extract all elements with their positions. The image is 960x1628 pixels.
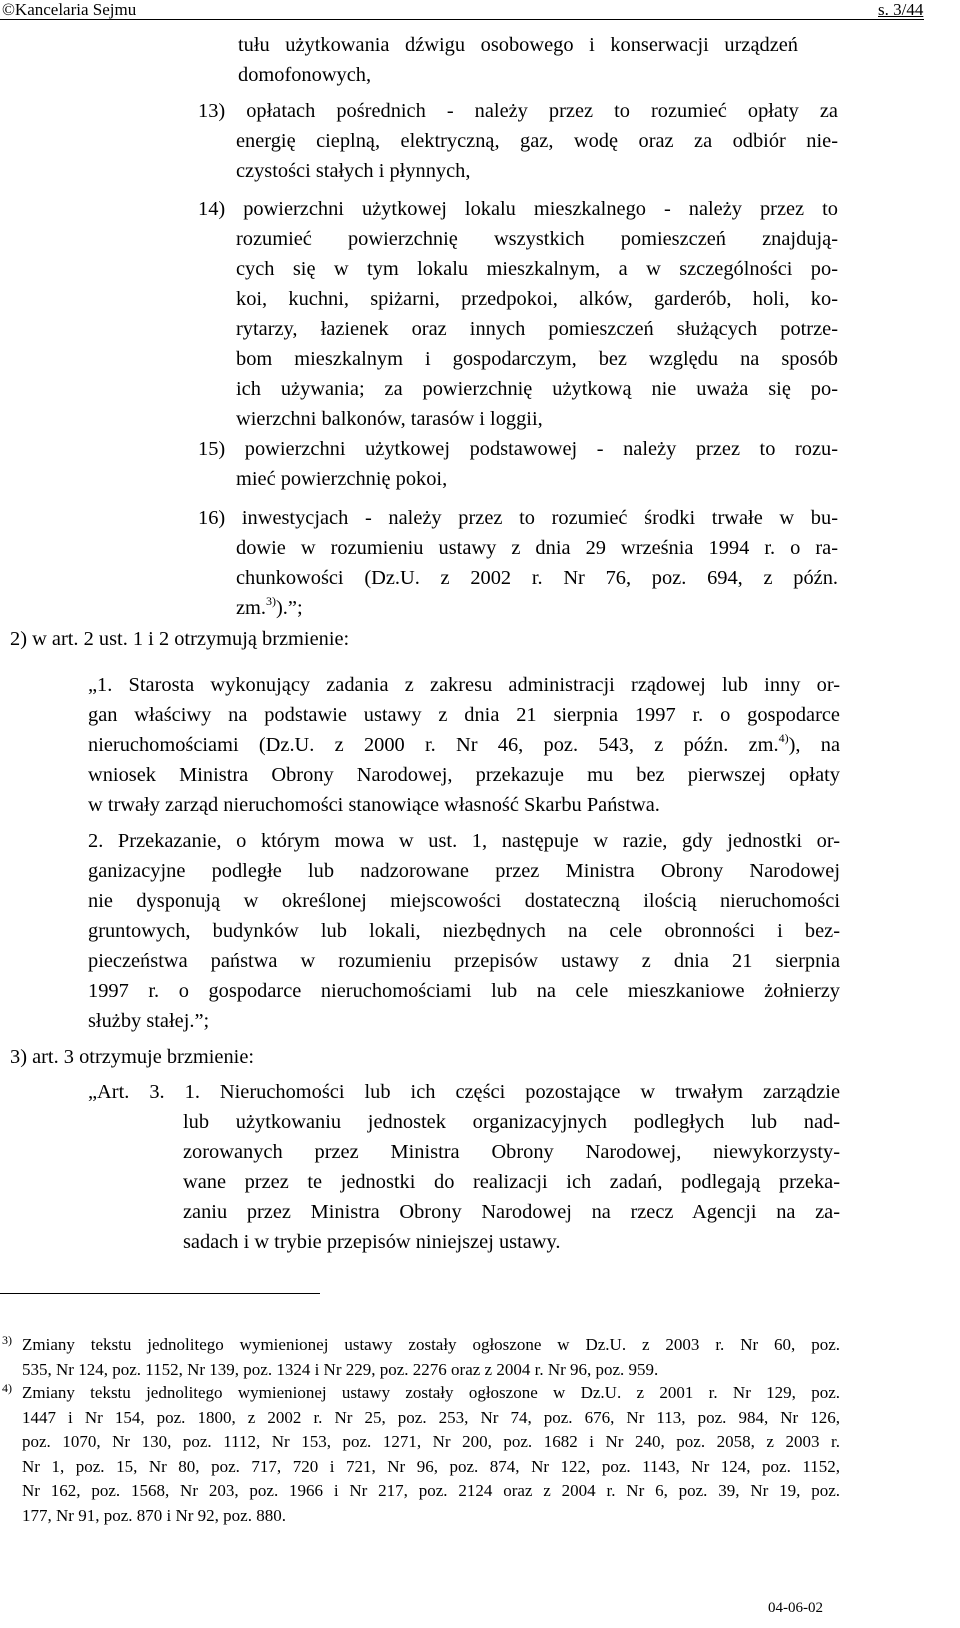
text-line: Nr 1, poz. 15, Nr 80, poz. 717, 720 i 721, Nr 96, poz. 874, Nr 122, poz. 1143, Nr 124, poz. 1152, (22, 1456, 840, 1476)
article-body (88, 1107, 840, 1257)
text-line: koi, kuchni, spiżarni, przedpokoi, alków, garderób, holi, ko- (236, 288, 838, 310)
quoted-article-3 (88, 1077, 840, 1257)
text-line: pieczeństwa państwa w rozumieniu przepisów ustawy z dnia 21 sierpnia (88, 950, 840, 972)
text-line: domofonowych, (238, 64, 372, 86)
definition-item-14 (198, 194, 838, 434)
text-line: powierzchni użytkowej podstawowej - należy przez to rozu- (244, 438, 838, 460)
text-line: nie dysponują w określonej miejscowości dostateczną ilością nieruchomości (88, 890, 840, 912)
footnote-mark: 3) (2, 1333, 12, 1347)
item-number: 15) (198, 438, 226, 460)
definition-item-16 (198, 503, 838, 623)
footer-date: 04-06-02 (768, 1600, 823, 1616)
text-line: lub użytkowaniu jednostek organizacyjnych podległych lub nad- (183, 1111, 840, 1133)
text-fragment: nieruchomościami (Dz.U. z 2000 r. Nr 46, poz. 543, z późn. zm. (88, 734, 779, 756)
text-line: rozumieć powierzchnię wszystkich pomieszczeń znajdują- (236, 228, 838, 250)
text-line: 2) w art. 2 ust. 1 i 2 otrzymują brzmienie: (10, 628, 350, 650)
text-line: wniosek Ministra Obrony Narodowej, przekazuje mu bez pierwszej opłaty (88, 764, 840, 786)
footnote-ref-4[interactable]: 4) (778, 731, 789, 745)
text-line: cych się w tym lokalu mieszkalnym, a w szczególności po- (236, 258, 838, 280)
text-line: zorowanych przez Ministra Obrony Narodowej, niewykorzysty- (183, 1141, 840, 1163)
text-line: 1997 r. o gospodarce nieruchomościami lub na cele mieszkaniowe żołnierzy (88, 980, 840, 1002)
item-number: 16) (198, 507, 226, 529)
item-first-line (198, 96, 838, 126)
definition-item-15 (198, 434, 838, 494)
text-line: poz. 1070, Nr 130, poz. 1112, Nr 153, poz. 1271, Nr 200, poz. 1682 i Nr 240, poz. 2058, z 2003 r. (22, 1432, 840, 1451)
text-line: inwestycjach - należy przez to rozumieć środki trwałe w bu- (241, 507, 838, 529)
text-line: energię cieplną, elektryczną, gaz, wodę oraz za odbiór nie- (236, 130, 838, 152)
item-body (198, 224, 838, 434)
header-page-number: s. 3/44 (878, 0, 924, 19)
text-line: służby stałej.”; (88, 1010, 210, 1032)
text-line: mieć powierzchnię pokoi, (236, 468, 448, 490)
item-body (198, 464, 838, 494)
footnote-text (2, 1381, 840, 1528)
text-line: Nr 162, poz. 1568, Nr 203, poz. 1966 i Nr 217, poz. 2124 oraz z 2004 r. Nr 6, poz. 39, Nr 19, poz. (22, 1481, 840, 1500)
text-line: 1447 i Nr 154, poz. 1800, z 2002 r. Nr 25, poz. 253, Nr 74, poz. 676, Nr 113, poz. 984, Nr 126, (22, 1407, 840, 1427)
text-line: rytarzy, łazienek oraz innych pomieszczeń służących potrze- (236, 318, 838, 340)
footnote-separator (0, 1293, 320, 1294)
quoted-section-2 (88, 826, 840, 1036)
definition-item-13 (198, 96, 838, 186)
header-copyright: ©Kancelaria Sejmu (2, 0, 137, 19)
text-line: opłatach pośrednich - należy przez to rozumieć opłaty za (246, 100, 838, 122)
text-line: zaniu przez Ministra Obrony Narodowej na rzecz Agencji na za- (183, 1201, 840, 1223)
text-line: ich używania; za powierzchnię użytkową nie uważa się po- (236, 378, 838, 400)
item-body (198, 126, 838, 186)
amendment-point-3 (10, 1042, 254, 1072)
text-line: tułu użytkowania dźwigu osobowego i konserwacji urządzeń (238, 34, 798, 56)
text-fragment: zm. (236, 597, 267, 619)
text-line: „Art. 3. 1. Nieruchomości lub ich części pozostające w trwałym zarządzie (88, 1081, 840, 1103)
text-line: Zmiany tekstu jednolitego wymienionej ustawy zostały ogłoszone w Dz.U. z 2001 r. Nr 129, poz. (22, 1383, 840, 1402)
text-line: 535, Nr 124, poz. 1152, Nr 139, poz. 1324 i Nr 229, poz. 2276 oraz z 2004 r. Nr 96, poz. 959. (22, 1359, 659, 1379)
text-line: 2. Przekazanie, o którym mowa w ust. 1, następuje w razie, gdy jednostki or- (88, 830, 840, 852)
item-first-line (198, 503, 838, 533)
amendment-point-2 (10, 624, 349, 654)
item-body (198, 533, 838, 623)
text-line: 177, Nr 91, poz. 870 i Nr 92, poz. 880. (22, 1505, 286, 1525)
footnote-4 (2, 1381, 840, 1528)
text-line: powierzchni użytkowej lokalu mieszkalnego - należy przez to (243, 198, 838, 220)
section-body (88, 700, 840, 820)
text-line: gan właściwy na podstawie ustawy z dnia 21 sierpnia 1997 r. o gospodarce (88, 704, 840, 726)
item-number: 13) (198, 100, 226, 122)
text-line: w trwały zarząd nieruchomości stanowiące własność Skarbu Państwa. (88, 794, 660, 816)
text-line: wane przez te jednostki do realizacji ich zadań, podlegają przeka- (183, 1171, 840, 1193)
text-line: ganizacyjne podległe lub nadzorowane przez Ministra Obrony Narodowej (88, 860, 840, 882)
footnote-text (2, 1333, 840, 1382)
text-line (236, 593, 838, 623)
item-first-line (198, 434, 838, 464)
item-12-continuation (238, 30, 798, 90)
text-line: bom mieszkalnym i gospodarczym, bez względu na sposób (236, 348, 838, 370)
text-line: wierzchni balkonów, tarasów i loggii, (236, 408, 543, 430)
text-line: gruntowych, budynków lub lokali, niezbędnych na cele obronności i bez- (88, 920, 840, 942)
footnote-mark: 4) (2, 1381, 12, 1395)
text-fragment: ).”; (276, 597, 303, 619)
footnote-3 (2, 1333, 840, 1382)
text-line: dowie w rozumieniu ustawy z dnia 29 września 1994 r. o ra- (236, 537, 838, 559)
footnote-ref-3[interactable]: 3) (266, 594, 277, 608)
text-line: „1. Starosta wykonujący zadania z zakresu administracji rządowej lub inny or- (88, 674, 840, 696)
item-number: 14) (198, 198, 226, 220)
header-divider (0, 19, 924, 20)
quoted-section-1 (88, 670, 840, 820)
text-line: sadach i w trybie przepisów niniejszej ustawy. (183, 1231, 561, 1253)
text-line: 3) art. 3 otrzymuje brzmienie: (10, 1046, 255, 1068)
text-line: chunkowości (Dz.U. z 2002 r. Nr 76, poz. 694, z późn. (236, 567, 838, 589)
text-line: czystości stałych i płynnych, (236, 160, 471, 182)
text-fragment: ), na (788, 734, 841, 756)
item-first-line (198, 194, 838, 224)
text-line (88, 730, 840, 760)
text-line: Zmiany tekstu jednolitego wymienionej ustawy zostały ogłoszone w Dz.U. z 2003 r. Nr 60, poz. (22, 1335, 840, 1354)
